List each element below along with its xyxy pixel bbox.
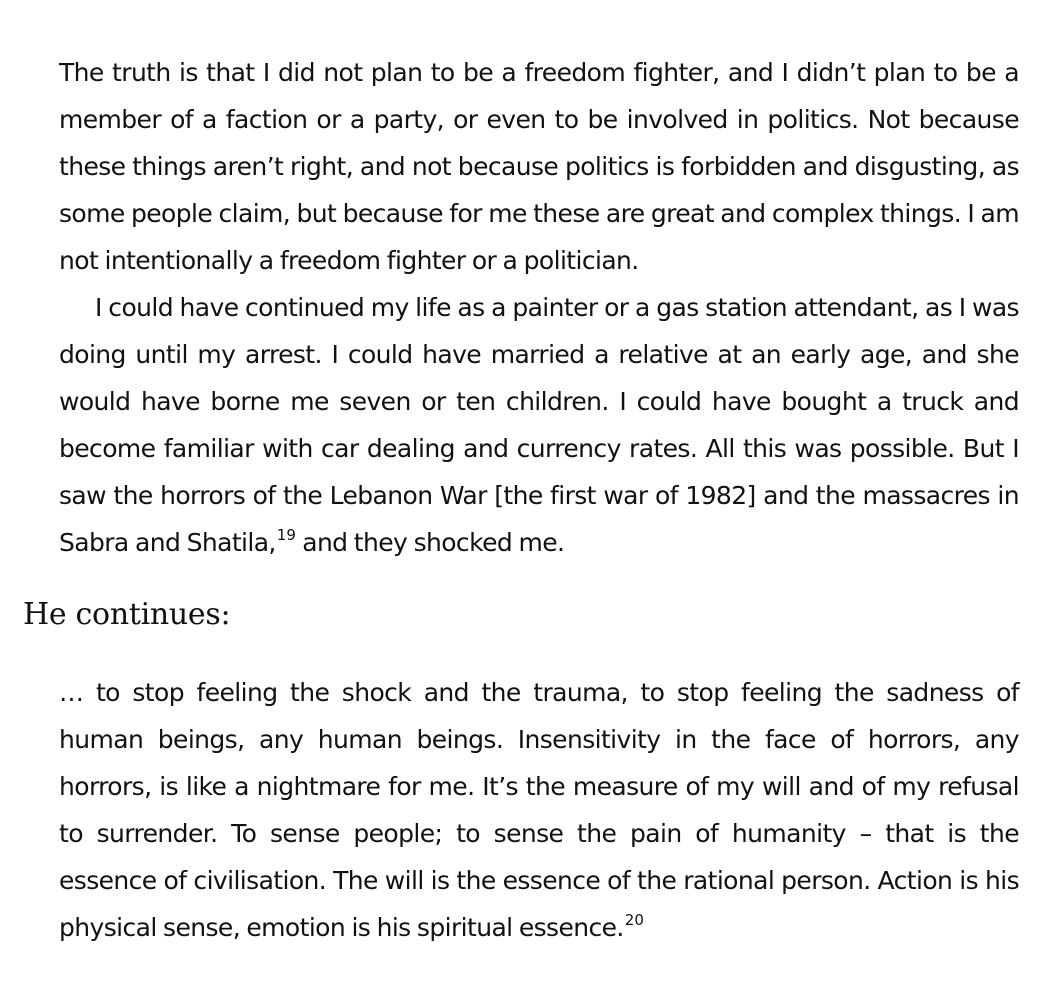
footnote-reference-20[interactable]: 20	[624, 911, 644, 929]
narration-text: He continues:	[23, 597, 231, 632]
quote-paragraph-1: The truth is that I did not plan to be a freedom fighter, and I didn’t plan to be a member of a faction or a party, or even to be involved in politics. Not because these things aren’t right, and not because politics is forbidden and disgusting, as some people claim, but because for me these are great and complex things. I am not intentionally a freedom fighter or a politician.	[59, 58, 1019, 275]
block-quote-second	[59, 669, 1019, 951]
quote-paragraph-3-text: … to stop feeling the shock and the trauma, to stop feeling the sadness of human beings, any human beings. Insensitivity in the face of horrors, any horrors, is like a nightmare for me. It’s the measure of my will and of my refusal to surrender. To sense people; to sense the pain of humanity – that is the essence of civilisation. The will is the essence of the rational person. Action is his physical sense, emotion is his spiritual essence.	[59, 678, 1019, 942]
quote-paragraph-2-tail: and they shocked me.	[295, 528, 565, 557]
quote-paragraph-2-text: I could have continued my life as a painter or a gas station attendant, as I was doing until my arrest. I could have married a relative at an early age, and she would have borne me seven or ten children. I could have bought a truck and become familiar with car dealing and currency rates. All this was possible. But I saw the horrors of the Lebanon War [the first war of 1982] and the massacres in Sabra and Shatila,	[59, 293, 1019, 557]
quote-paragraph-2	[59, 284, 1019, 566]
footnote-reference-19[interactable]: 19	[276, 526, 296, 544]
quote-paragraph-3	[59, 669, 1019, 951]
block-quote-first	[59, 49, 1019, 566]
